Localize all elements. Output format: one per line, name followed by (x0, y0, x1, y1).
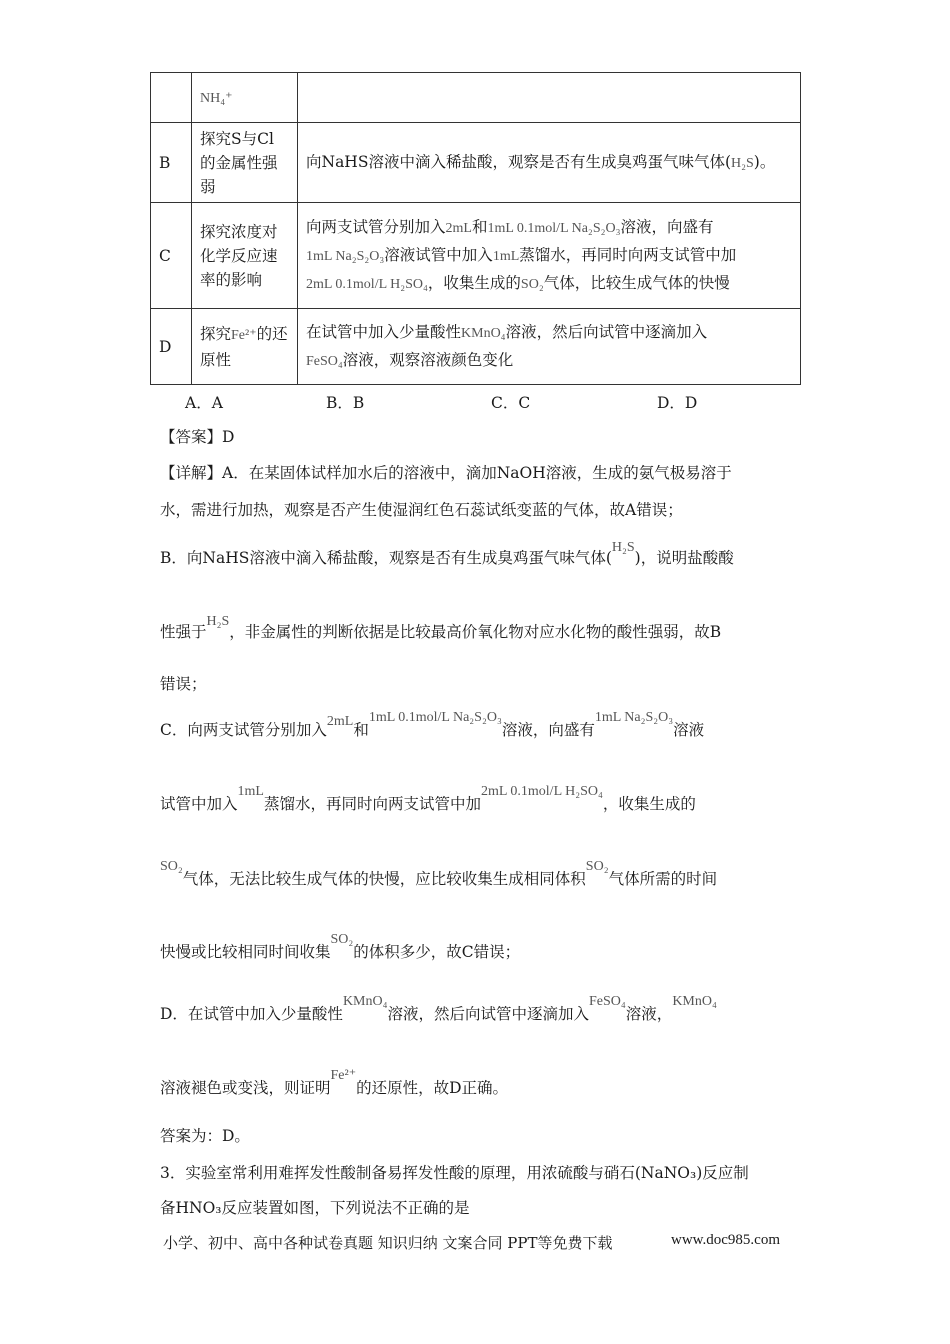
option-b: B．B (326, 394, 365, 412)
table-row (151, 73, 801, 123)
operation-c: 向两支试管分别加入2mL和1mL 0.1mol/L Na₂S₂O₃溶液，向盛有 1mL Na₂S₂O₃溶液试管中加入1mL蒸馏水，再同时向两支试管中加 2mL 0.1mol/L H₂SO₄，收集生成的SO₂气体，比较生成气体的快慢 (298, 203, 801, 309)
answer-line: 【答案】D (160, 428, 235, 446)
detail-b-line2: 性强于H₂S，非金属性的判断依据是比较最高价氧化物对应水化物的酸性强弱，故B (160, 614, 722, 641)
detail-d-line2: 溶液褪色或变浅，则证明Fe²⁺的还原性，故D正确。 (160, 1068, 509, 1097)
question-3-line1: 3．实验室常利用难挥发性酸制备易挥发性酸的原理，用浓硫酸与硝石(NaNO₃)反应制 (160, 1164, 749, 1182)
row-label-b: B (151, 123, 192, 203)
operation-d: 在试管中加入少量酸性KMnO₄溶液，然后向试管中逐滴加入 FeSO₄溶液，观察溶液颜色变化 (298, 309, 801, 385)
detail-a-line2: 水，需进行加热，观察是否产生使湿润红色石蕊试纸变蓝的气体，故A错误； (160, 501, 683, 519)
row-label-c: C (151, 203, 192, 309)
option-a: A．A (185, 394, 223, 412)
detail-c-line4: 快慢或比较相同时间收集SO₂的体积多少，故C错误； (160, 932, 521, 961)
purpose-c: 探究浓度对化学反应速率的影响 (192, 203, 298, 309)
footer (163, 1232, 781, 1253)
detail-c-line2: 试管中加入1mL蒸馏水，再同时向两支试管中加2mL 0.1mol/L H₂SO₄，收集生成的 (160, 784, 696, 813)
option-d: D．D (657, 394, 698, 412)
detail-d-line1: D．在试管中加入少量酸性KMnO₄溶液，然后向试管中逐滴加入FeSO₄溶液，KMnO₄ (160, 994, 717, 1023)
table-row (151, 203, 801, 309)
detail-a-line1: 【详解】A．在某固体试样加水后的溶液中，滴加NaOH溶液，生成的氨气极易溶于 (160, 464, 732, 482)
table-row (151, 123, 801, 203)
footer-url[interactable]: www.doc985.com (671, 1232, 781, 1248)
purpose-b: 探究S与Cl的金属性强弱 (192, 123, 298, 203)
formula-nh4: NH₄⁺ (200, 90, 233, 106)
detail-c-line1: C．向两支试管分别加入2mL和1mL 0.1mol/L Na₂S₂O₃溶液，向盛有1mL Na₂S₂O₃溶液 (160, 710, 705, 739)
detail-b-line3: 错误； (160, 675, 207, 693)
operation-b: 向NaHS溶液中滴入稀盐酸，观察是否有生成臭鸡蛋气味气体(H₂S)。 (298, 123, 801, 203)
table-row (151, 309, 801, 385)
options-table (150, 72, 801, 385)
option-c: C．C (491, 394, 531, 412)
footer-text: 小学、初中、高中各种试卷真题 知识归纳 文案合同 PPT等免费下载 (163, 1234, 613, 1252)
final-answer: 答案为：D。 (160, 1127, 250, 1145)
question-3-line2: 备HNO₃反应装置如图，下列说法不正确的是 (160, 1199, 470, 1217)
row-label-d: D (151, 309, 192, 385)
purpose-d: 探究Fe²⁺的还原性 (192, 309, 298, 385)
detail-c-line3: SO₂气体，无法比较生成气体的快慢，应比较收集生成相同体积SO₂气体所需的时间 (160, 859, 718, 888)
detail-b-line1: B．向NaHS溶液中滴入稀盐酸，观察是否有生成臭鸡蛋气味气体(H₂S)，说明盐酸酸 (160, 540, 734, 567)
